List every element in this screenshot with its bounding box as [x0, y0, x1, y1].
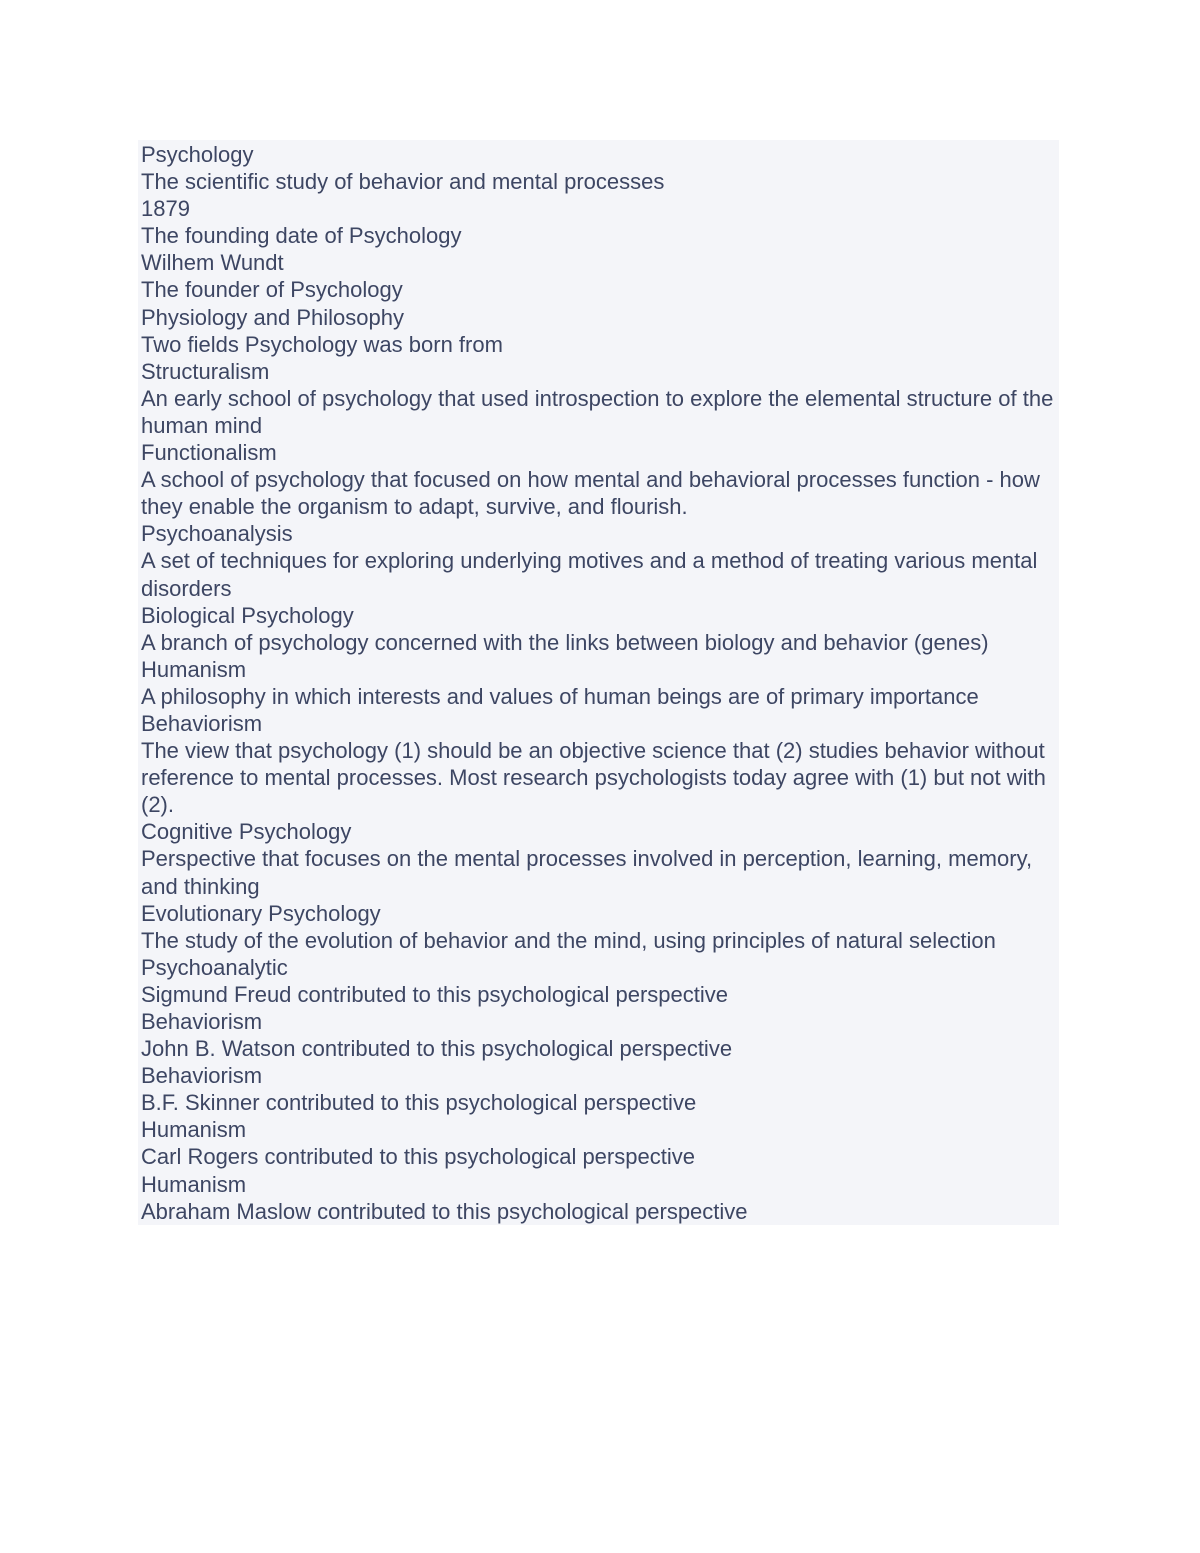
definition: An early school of psychology that used introspection to explore the elemental structure of the human mind	[141, 385, 1054, 438]
flashcard-list	[138, 140, 1059, 1225]
term: Evolutionary Psychology	[141, 900, 381, 926]
definition: Perspective that focuses on the mental processes involved in perception, learning, memory, and thinking	[141, 846, 1033, 899]
flashcard-entry	[141, 520, 1059, 601]
flashcard-entry	[141, 818, 1059, 899]
flashcard-entry	[141, 710, 1059, 818]
definition: The founder of Psychology	[141, 277, 403, 303]
term: Wilhem Wundt	[141, 250, 284, 276]
definition: The view that psychology (1) should be an objective science that (2) studies behavior without reference to mental processes. Most research psychologists today agree with (1) but not with (2).	[141, 738, 1046, 818]
definition: Carl Rogers contributed to this psychological perspective	[141, 1144, 695, 1170]
definition: The scientific study of behavior and mental processes	[141, 169, 665, 195]
flashcard-entry	[141, 1116, 1059, 1170]
flashcard-entry	[141, 602, 1059, 656]
term: Psychoanalysis	[141, 521, 293, 547]
definition: B.F. Skinner contributed to this psychological perspective	[141, 1090, 697, 1116]
term: Behaviorism	[141, 710, 263, 736]
term: Behaviorism	[141, 1063, 263, 1089]
flashcard-entry	[141, 195, 1059, 249]
flashcard-entry	[141, 1171, 1059, 1225]
flashcard-entry	[141, 656, 1059, 710]
flashcard-entry	[141, 249, 1059, 303]
definition: The study of the evolution of behavior and the mind, using principles of natural selection	[141, 927, 996, 953]
flashcard-entry	[141, 304, 1059, 358]
definition: Sigmund Freud contributed to this psychological perspective	[141, 981, 728, 1007]
term: Psychology	[141, 142, 254, 167]
definition: Two fields Psychology was born from	[141, 331, 503, 357]
term: Behaviorism	[141, 1009, 263, 1034]
flashcard-entry	[141, 358, 1059, 439]
flashcard-entry	[141, 439, 1059, 520]
term: Biological Psychology	[141, 602, 354, 628]
definition: A branch of psychology concerned with the links between biology and behavior (genes)	[141, 629, 989, 655]
term: Humanism	[141, 1117, 247, 1143]
term: Physiology and Philosophy	[141, 304, 404, 330]
flashcard-entry	[141, 900, 1059, 954]
definition: Abraham Maslow contributed to this psychological perspective	[141, 1198, 748, 1224]
term: Psychoanalytic	[141, 954, 288, 980]
definition: A school of psychology that focused on how mental and behavioral processes function - how they enable the organism to adapt, survive, and flourish.	[141, 467, 1040, 520]
flashcard-entry	[141, 1062, 1059, 1116]
flashcard-entry	[141, 141, 1059, 195]
definition: A set of techniques for exploring underlying motives and a method of treating various mental disorders	[141, 548, 1038, 601]
term: 1879	[141, 196, 190, 222]
term: Structuralism	[141, 358, 270, 384]
flashcard-entry	[141, 1008, 1059, 1062]
term: Humanism	[141, 1171, 247, 1197]
term: Cognitive Psychology	[141, 819, 352, 845]
flashcard-entry	[141, 954, 1059, 1008]
term: Humanism	[141, 656, 247, 682]
definition: John B. Watson contributed to this psychological perspective	[141, 1036, 733, 1062]
term: Functionalism	[141, 440, 277, 466]
definition: A philosophy in which interests and values of human beings are of primary importance	[141, 683, 979, 709]
definition: The founding date of Psychology	[141, 223, 462, 249]
